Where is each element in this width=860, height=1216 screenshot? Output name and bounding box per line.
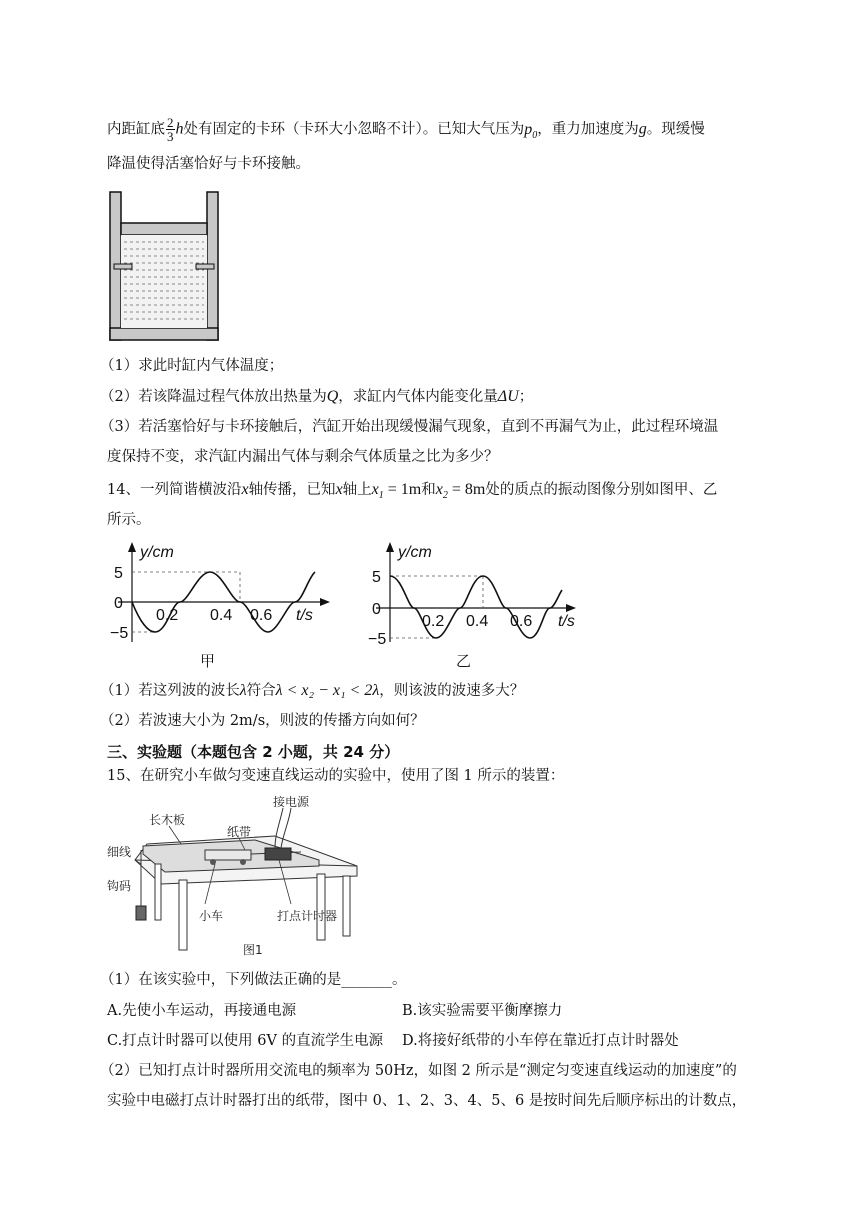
label-weight: 钩码	[107, 879, 132, 893]
graph-jia-xtick-06: 0.6	[250, 607, 273, 624]
vibration-graph-jia	[110, 538, 340, 650]
q15-stem: 15、在研究小车做匀变速直线运动的实验中，使用了图 1 所示的装置：	[107, 768, 565, 784]
q15-option-b: B.该实验需要平衡摩擦力	[402, 1003, 563, 1019]
var-x-2: x	[335, 481, 343, 498]
x1-value: = 1m	[383, 481, 422, 498]
graph-jia-ytick-5: 5	[114, 565, 123, 582]
q14-item-2: （2）若波速大小为 2m/s，则波的传播方向如何？	[100, 713, 425, 729]
intro-text-b: 处有固定的卡环（卡环大小忽略不计）。已知大气压为	[183, 121, 525, 138]
var-Q: Q	[326, 388, 339, 405]
vibration-graph-yi	[368, 538, 598, 650]
label-board: 长木板	[149, 813, 186, 827]
var-h: h	[175, 120, 184, 138]
fraction-two-thirds	[166, 116, 175, 143]
graph-yi-xtick-06: 0.6	[510, 613, 533, 630]
p0-subscript: 0	[532, 129, 538, 141]
q14-item-1-text-c: ，则该波的波速多大？	[379, 683, 525, 699]
q15-item-2-line-2: 实验中电磁打点计时器打出的纸带，图中 0、1、2、3、4、5、6 是按时间先后顺序标出的计数点，	[107, 1093, 747, 1109]
cylinder-figure	[108, 190, 220, 342]
graph-jia-caption: 甲	[200, 652, 216, 670]
q14-item-1-text-b: 符合	[246, 683, 276, 699]
graph-yi-xtick-02: 0.2	[422, 613, 445, 630]
fraction-numerator: 2	[167, 115, 174, 130]
q15-option-a: A.先使小车运动，再接通电源	[107, 1003, 297, 1019]
q15-item-1: （1）在该实验中，下列做法正确的是_______。	[100, 972, 407, 988]
q13-item-2-text-a: （2）若该降温过程气体放出热量为	[100, 389, 327, 405]
graph-yi-ytick-0: 0	[372, 601, 381, 618]
intro-line-1	[107, 116, 705, 146]
q14-text-d: 处的质点的振动图像分别如图甲、乙	[485, 482, 718, 498]
intro-text-a: 内距缸底	[107, 121, 165, 138]
q15-option-d: D.将接好纸带的小车停在靠近打点计时器处	[402, 1033, 679, 1049]
fraction-denominator: 3	[167, 129, 174, 144]
q13-item-3-line-1: （3）若活塞恰好与卡环接触后，汽缸开始出现缓慢漏气现象，直到不再漏气为止，此过程环境温	[100, 419, 719, 435]
q13-item-2	[100, 387, 533, 407]
q14-text-b: 轴传播，已知	[248, 482, 336, 498]
x2-symbol: x	[435, 481, 443, 498]
q13-item-2-text-b: ，求缸内气体内能变化量	[338, 389, 498, 405]
q13-item-2-text-c: ；	[518, 389, 534, 405]
label-power: 接电源	[273, 795, 310, 809]
intro-text-c: ，重力加速度为	[537, 121, 639, 138]
var-p0	[524, 120, 538, 141]
graph-yi-ytick-5: 5	[372, 569, 381, 586]
graph-yi-ytick-neg5: −5	[368, 631, 387, 648]
label-fig1: 图1	[243, 943, 263, 957]
graph-jia-ytick-0: 0	[114, 595, 123, 612]
x2-value: = 8m	[447, 481, 486, 498]
var-lambda: λ	[239, 682, 247, 699]
label-tape: 纸带	[227, 825, 252, 839]
label-string: 细线	[107, 845, 132, 859]
intro-text-d: 。现缓慢	[646, 121, 705, 138]
q14-and: 和	[421, 482, 436, 498]
graph-jia-xlabel: t/s	[296, 607, 313, 624]
label-cart: 小车	[199, 909, 224, 923]
graph-jia-ytick-neg5: −5	[110, 625, 129, 642]
x2-subscript: 2	[442, 490, 448, 502]
graph-jia-xtick-02: 0.2	[156, 607, 179, 624]
q13-item-1: （1）求此时缸内气体温度；	[100, 358, 284, 374]
q13-item-3-line-2: 度保持不变，求汽缸内漏出气体与剩余气体质量之比为多少？	[107, 449, 499, 465]
section-3-title: 三、实验题（本题包含 2 小题，共 24 分）	[107, 743, 400, 761]
q14-item-1-text-a: （1）若这列波的波长	[100, 683, 240, 699]
q15-item-2-line-1: （2）已知打点计时器所用交流电的频率为 50Hz，如图 2 所示是“测定匀变速直线运动的加速度”的	[100, 1063, 737, 1079]
apparatus-figure	[105, 794, 365, 966]
x1-symbol: x	[371, 481, 379, 498]
q14-text-c: 轴上	[342, 482, 372, 498]
graph-jia-xtick-04: 0.4	[210, 607, 233, 624]
q15-option-c: C.打点计时器可以使用 6V 的直流学生电源	[107, 1033, 384, 1049]
label-timer: 打点计时器	[277, 909, 338, 923]
var-x2	[435, 481, 448, 502]
intro-line-2: 降温使得活塞恰好与卡环接触。	[107, 156, 310, 172]
q14-text-a: 14、一列简谐横波沿	[107, 482, 242, 498]
var-delta-U: ΔU	[497, 388, 519, 405]
q14-item-1	[100, 681, 524, 701]
q14-stem-line-2: 所示。	[107, 512, 151, 528]
graph-yi-caption: 乙	[456, 652, 472, 670]
var-x: x	[241, 481, 249, 498]
var-g: g	[638, 120, 647, 138]
graph-yi-xlabel: t/s	[558, 613, 575, 630]
graph-jia-ylabel: y/cm	[140, 544, 174, 561]
q14-stem-line-1	[107, 480, 717, 506]
p0-symbol: p	[524, 120, 533, 138]
wavelength-inequality: λ < x₂ − x₁ < 2λ	[275, 682, 380, 699]
x1-subscript: 1	[378, 490, 384, 502]
graph-yi-xtick-04: 0.4	[466, 613, 489, 630]
var-x1	[371, 481, 384, 502]
graph-yi-ylabel: y/cm	[398, 544, 432, 561]
